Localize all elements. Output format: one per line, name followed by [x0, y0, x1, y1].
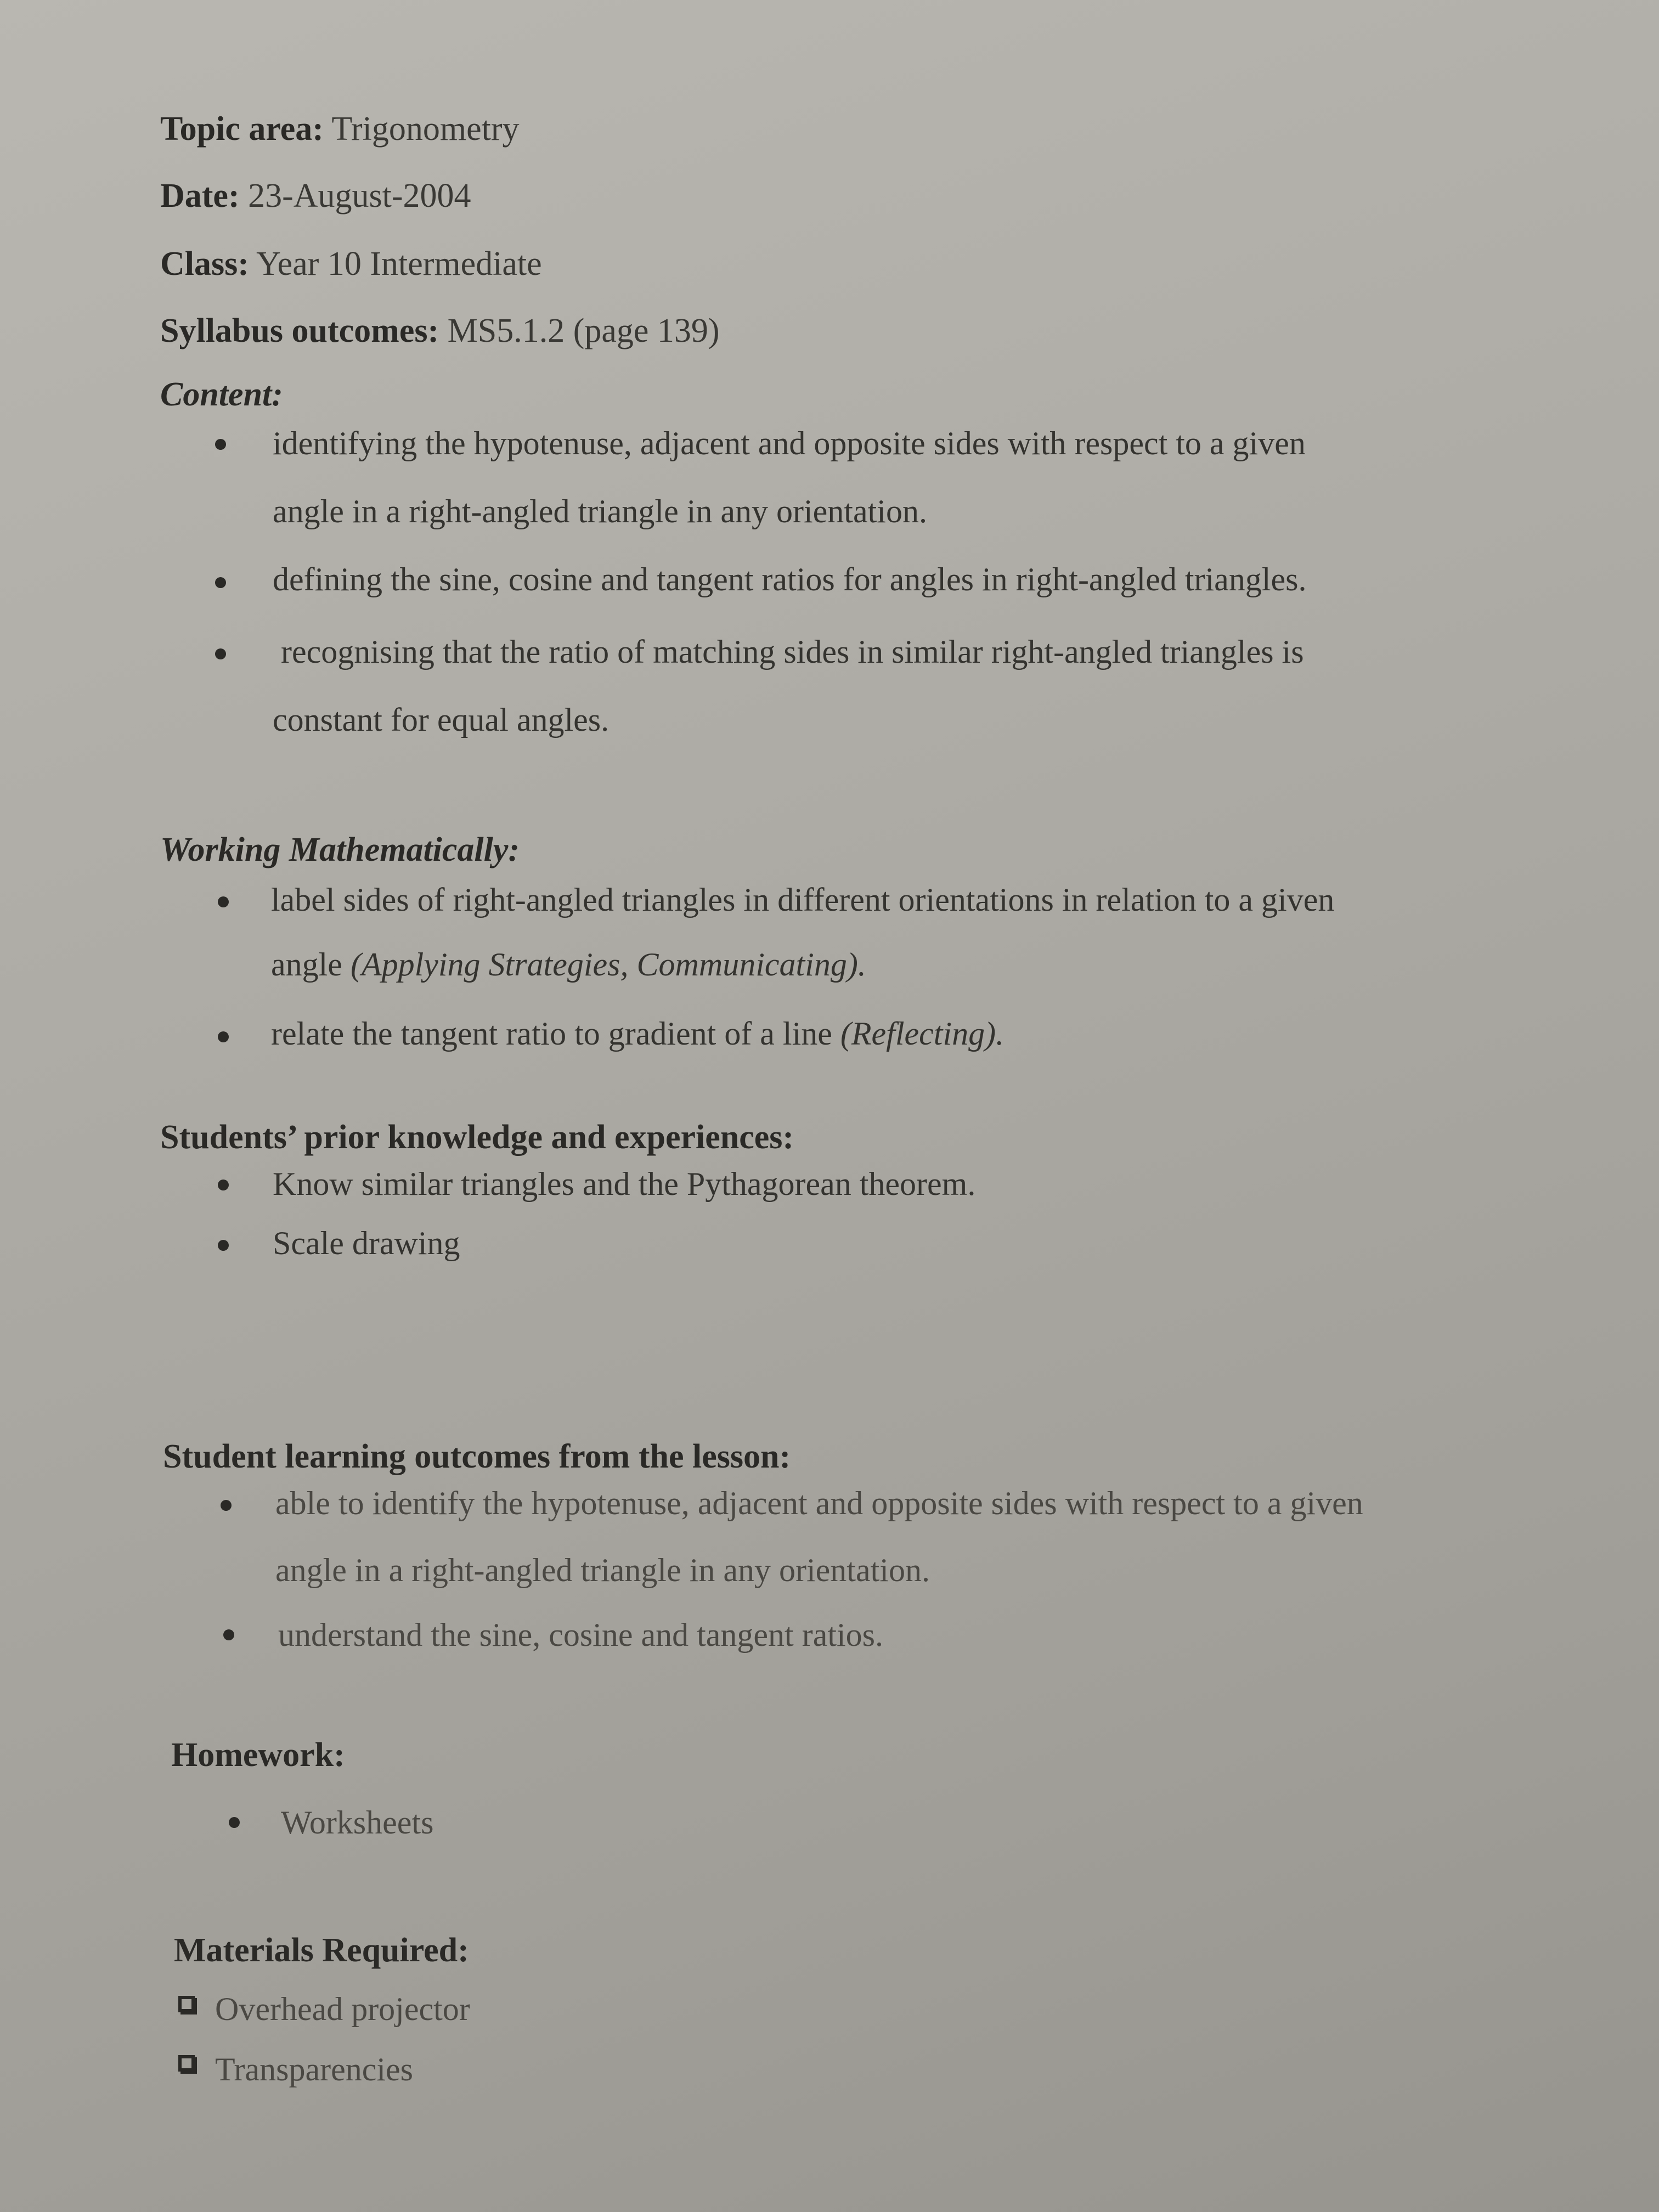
homework-heading: Homework: — [171, 1736, 345, 1774]
prior-bullet-1 — [218, 1180, 229, 1190]
working-item-1-line-2 — [271, 946, 866, 984]
homework-item-1: Worksheets — [281, 1804, 434, 1841]
working-bullet-2 — [218, 1031, 229, 1042]
date-field — [160, 177, 471, 216]
materials-item-1: Overhead projector — [215, 1991, 470, 2027]
working-mathematically-heading: Working Mathematically: — [160, 831, 520, 868]
date-label: Date: — [160, 177, 240, 215]
syllabus-outcomes-field — [160, 312, 720, 351]
working-bullet-1 — [218, 896, 229, 907]
content-bullet-1 — [215, 439, 226, 450]
content-item-3-line-1: recognising that the ratio of matching sides in similar right-angled triangles is — [281, 634, 1304, 670]
class-value: Year 10 Intermediate — [256, 245, 542, 283]
class-field — [160, 245, 542, 284]
prior-item-1: Know similar triangles and the Pythagorean theorem. — [273, 1166, 976, 1202]
date-value: 23-August-2004 — [248, 177, 471, 215]
materials-heading: Materials Required: — [174, 1932, 469, 1969]
outcomes-item-2-line-1: understand the sine, cosine and tangent ratios. — [278, 1617, 884, 1653]
prior-item-2: Scale drawing — [273, 1225, 460, 1261]
working-item-1-line-2-text: angle — [271, 946, 351, 983]
topic-area-label: Topic area: — [160, 110, 324, 148]
prior-bullet-2 — [218, 1240, 229, 1251]
class-label: Class: — [160, 245, 249, 283]
prior-knowledge-heading: Students’ prior knowledge and experiences: — [160, 1119, 794, 1156]
content-item-3-line-2: constant for equal angles. — [273, 702, 610, 738]
syllabus-outcomes-label: Syllabus outcomes: — [160, 312, 439, 349]
content-bullet-3 — [215, 648, 226, 659]
homework-bullet-1 — [229, 1817, 240, 1828]
working-item-1-line-1: label sides of right-angled triangles in different orientations in relation to a given — [271, 882, 1335, 918]
outcomes-item-1-line-2: angle in a right-angled triangle in any orientation. — [275, 1552, 930, 1588]
content-bullet-2 — [215, 577, 226, 588]
topic-area-field — [160, 110, 520, 149]
outcomes-item-1-line-1: able to identify the hypotenuse, adjacent and opposite sides with respect to a given — [275, 1485, 1363, 1521]
working-item-2-text: relate the tangent ratio to gradient of a line — [271, 1015, 840, 1052]
outcomes-bullet-1 — [221, 1500, 232, 1511]
syllabus-outcomes-value: MS5.1.2 (page 139) — [447, 312, 720, 349]
materials-item-2: Transparencies — [215, 2051, 414, 2087]
topic-area-value: Trigonometry — [331, 110, 520, 148]
content-heading: Content: — [160, 376, 283, 413]
working-item-2 — [271, 1015, 1004, 1053]
learning-outcomes-heading: Student learning outcomes from the lesson: — [163, 1438, 791, 1475]
checkbox-icon — [178, 1996, 195, 2012]
content-item-1-line-1: identifying the hypotenuse, adjacent and opposite sides with respect to a given — [273, 425, 1306, 461]
content-item-2-line-1: defining the sine, cosine and tangent ratios for angles in right-angled triangles. — [273, 561, 1307, 597]
checkbox-icon — [178, 2055, 195, 2072]
outcomes-bullet-2 — [223, 1629, 234, 1640]
working-item-1-line-2-italic: (Applying Strategies, Communicating). — [350, 946, 866, 983]
content-item-1-line-2: angle in a right-angled triangle in any orientation. — [273, 493, 927, 529]
working-item-2-italic: (Reflecting). — [840, 1015, 1005, 1052]
